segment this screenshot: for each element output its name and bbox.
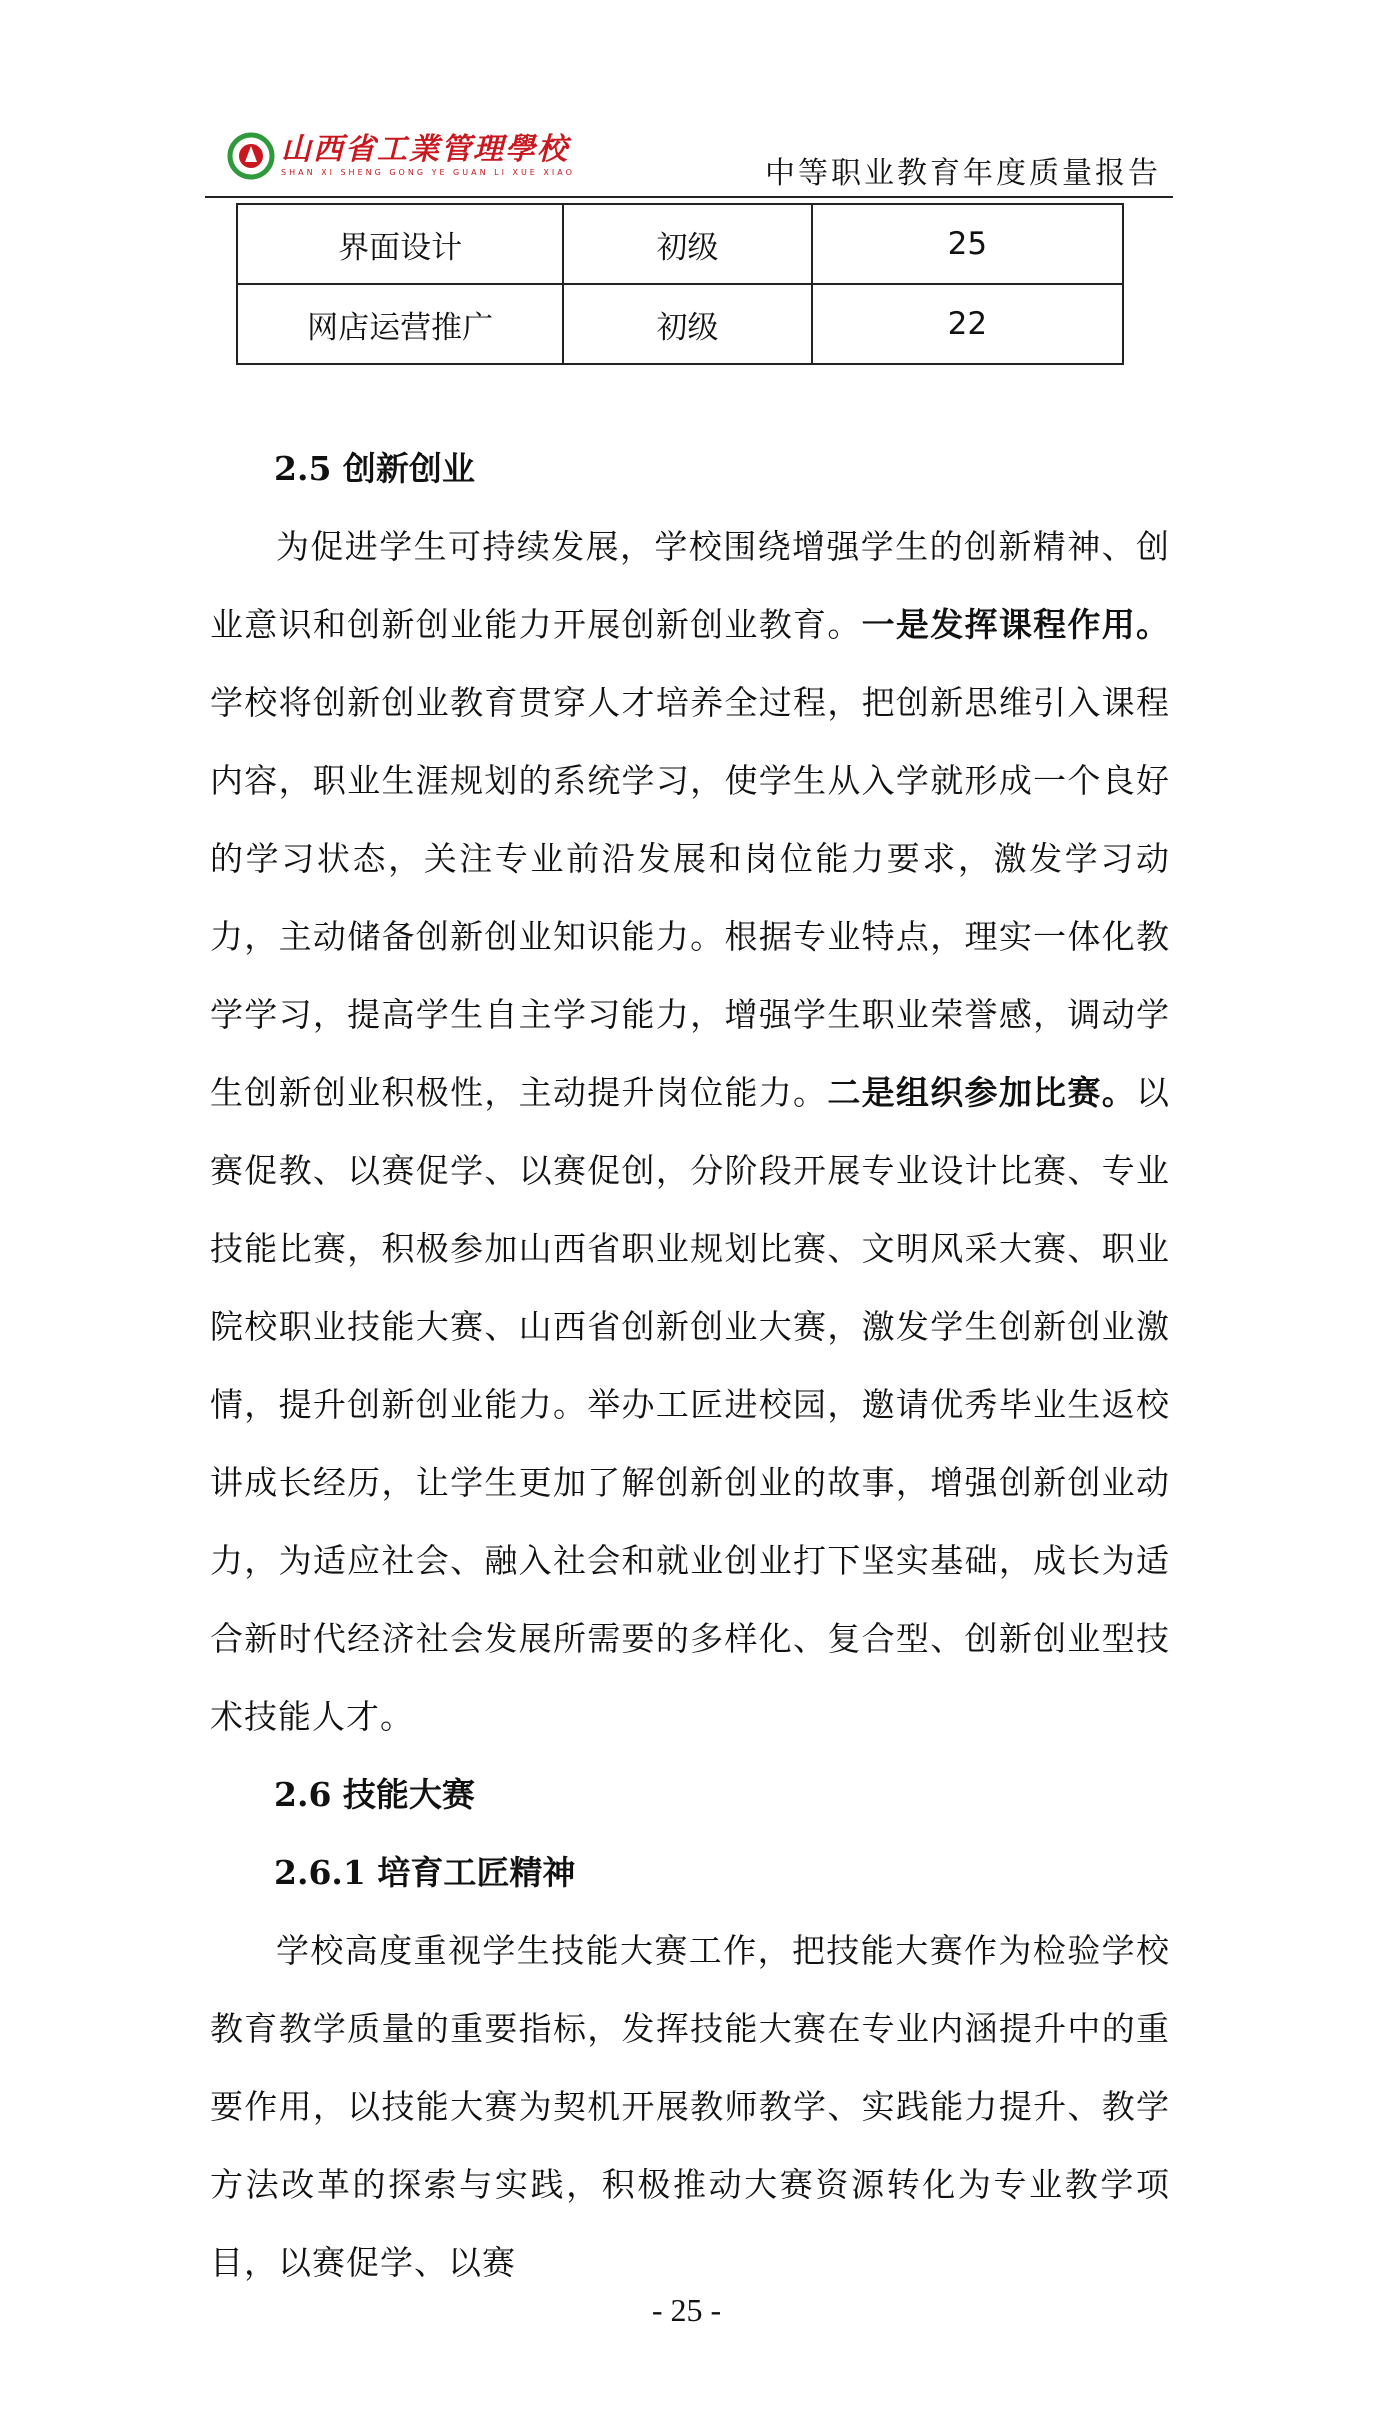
bold-lead: 二是组织参加比赛。 xyxy=(827,1073,1137,1112)
table-cell: 网店运营推广 xyxy=(237,284,563,364)
bold-lead: 一是发挥课程作用。 xyxy=(861,605,1171,644)
school-logo xyxy=(227,132,575,180)
table-row xyxy=(237,284,1123,364)
table-cell: 界面设计 xyxy=(237,204,563,284)
section-heading: 2.5 创新创业 xyxy=(274,449,475,488)
table-cell: 25 xyxy=(812,204,1123,284)
table-cell: 22 xyxy=(812,284,1123,364)
header-divider xyxy=(205,196,1173,198)
page-header xyxy=(205,118,1173,198)
page-number: - 25 - xyxy=(651,2292,722,2328)
table-row xyxy=(237,204,1123,284)
skills-table xyxy=(236,203,1124,365)
page-body xyxy=(210,430,1170,2302)
school-emblem-icon xyxy=(227,132,275,180)
logo-subtext: SHAN XI SHENG GONG YE GUAN LI XUE XIAO xyxy=(281,168,575,177)
table-cell: 初级 xyxy=(563,284,811,364)
logo-wordmark: 山西省工業管理學校 xyxy=(281,132,569,167)
section-paragraph: 学校高度重视学生技能大赛工作，把技能大赛作为检验学校教育教学质量的重要指标，发挥技能大赛在专业内涵提升中的重要作用，以技能大赛为契机开展教师教学、实践能力提升、教学方法改革的探索与实践，积极推动大赛资源转化为专业教学项目，以赛促学、以赛 xyxy=(210,1931,1170,2282)
section-paragraph xyxy=(210,508,1170,1756)
section-heading: 2.6 技能大赛 xyxy=(274,1775,475,1814)
paragraph-text: 学校将创新创业教育贯穿人才培养全过程，把创新思维引入课程内容，职业生涯规划的系统学习，使学生从入学就形成一个良好的学习状态，关注专业前沿发展和岗位能力要求，激发学习动力，主动储备创新创业知识能力。根据专业特点，理实一体化教学学习，提高学生自主学习能力，增强学生职业荣誉感，调动学生创新创业积极性，主动提升岗位能力。 xyxy=(210,683,1170,1112)
table-cell: 初级 xyxy=(563,204,811,284)
paragraph-text: 为促进学生可持续发展，学校围绕增强学生的创新精神、创业意识和创新创业能力开展创新创业教育。 xyxy=(210,527,1170,644)
paragraph-text: 以赛促教、以赛促学、以赛促创，分阶段开展专业设计比赛、专业技能比赛，积极参加山西省职业规划比赛、文明风采大赛、职业院校职业技能大赛、山西省创新创业大赛，激发学生创新创业激情，提升创新创业能力。举办工匠进校园，邀请优秀毕业生返校讲成长经历，让学生更加了解创新创业的故事，增强创新创业动力，为适应社会、融入社会和就业创业打下坚实基础，成长为适合新时代经济社会发展所需要的多样化、复合型、创新创业型技术技能人才。 xyxy=(210,1073,1171,1736)
report-title: 中等职业教育年度质量报告 xyxy=(765,156,1161,191)
subsection-heading: 2.6.1 培育工匠精神 xyxy=(274,1853,576,1892)
